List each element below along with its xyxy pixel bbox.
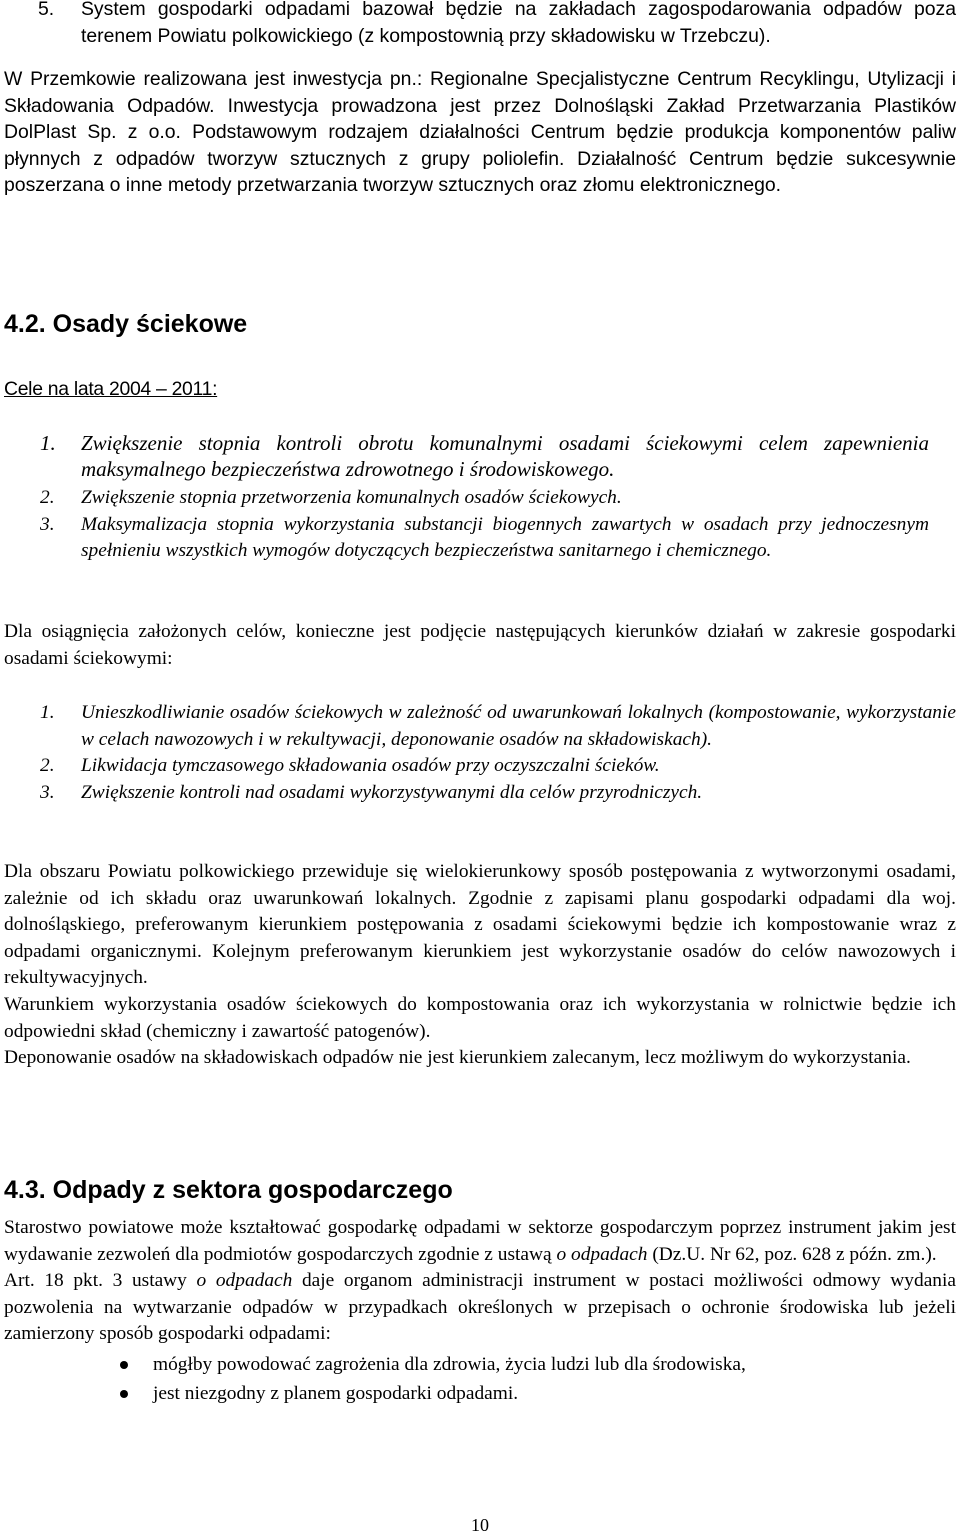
paragraph-starostwo (4, 1215, 956, 1268)
list-text: Zwiększenie kontroli nad osadami wykorzystywanymi dla celów przyrodniczych. (81, 781, 703, 803)
section-heading-4-3: 4.3. Odpady z sektora gospodarczego (4, 1176, 453, 1204)
list-number: 3. (40, 781, 55, 803)
list-item (4, 512, 929, 565)
bullet-icon (120, 1361, 128, 1369)
list-item (4, 0, 956, 49)
conditions-list (4, 1350, 956, 1408)
page-number: 10 (471, 1515, 489, 1535)
list-text: Zwiększenie stopnia przetworzenia komunalnych osadów ściekowych. (81, 487, 622, 508)
list-item (4, 485, 929, 512)
section-4-2-body (4, 859, 956, 1072)
list-item-5 (4, 0, 956, 49)
list-number: 1. (40, 702, 55, 723)
paragraph-osady-1: Dla obszaru Powiatu polkowickiego przewiduje się wielokierunkowy sposób postępowania z wytworzonymi osadami, zależnie od ich składu oraz uwarunkowań lokalnych. Zgodnie z zapisami planu gospodarki odpadami dla woj. dolnośląskiego, preferowanym kierunkiem postępowania z osadami ściekowymi będzie ich kompostowanie wraz z odpadami organicznymi. Kolejnym preferowanym kierunkiem jest wykorzystanie osadów do celów nawozowych i rekultywacyjnych. (4, 861, 956, 989)
list-text: Likwidacja tymczasowego składowania osadów przy oczyszczalni ścieków. (81, 755, 660, 777)
text-span: daje organom administracji instrument w postaci możliwości odmowy wydania pozwolenia na wytwarzanie odpadów w przypadkach określonych w przepisach o ochronie środowiska lub jeżeli zamierzony sposób gospodarki odpadami: (4, 1270, 956, 1345)
law-title: o odpadach (196, 1270, 293, 1292)
bullet-item (4, 1350, 956, 1379)
list-number: 2. (40, 487, 55, 508)
paragraph-przemkow: W Przemkowie realizowana jest inwestycja pn.: Regionalne Specjalistyczne Centrum Recyklingu, Utylizacji i Składowania Odpadów. Inwestycja prowadzona jest przez Dolnośląski Zakład Przetwarzania Plastików DolPlast Sp. z o.o. Podstawowym rodzajem działalności Centrum będzie produkcja komponentów paliw płynnych z odpadów tworzyw sztucznych z grupy poliolefin. Działalność Centrum będzie sukcesywnie poszerzana o inne metody przetwarzania tworzyw sztucznych oraz złomu elektronicznego. (4, 68, 956, 197)
list-text: Unieszkodliwianie osadów ściekowych w zależność od uwarunkowań lokalnych (kompostowanie, wykorzystanie w celach nawozowych i w rekultywacji, deponowanie osadów na składowiskach). (81, 702, 956, 750)
list-number: 1. (40, 431, 56, 455)
list-number: 3. (40, 513, 55, 535)
bullet-text: mógłby powodować zagrożenia dla zdrowia, życia ludzi lub dla środowiska, (153, 1353, 746, 1375)
list-number: 5. (38, 0, 55, 20)
section-4-3-body (4, 1215, 956, 1408)
bullet-text: jest niezgodny z planem gospodarki odpadami. (153, 1382, 519, 1404)
paragraph-art-18 (4, 1268, 956, 1348)
paragraph-actions-intro: Dla osiągnięcia założonych celów, konieczne jest podjęcie następujących kierunków działań w zakresie gospodarki osadami ściekowymi: (4, 621, 956, 669)
bullet-icon (120, 1390, 128, 1398)
list-item (4, 753, 956, 780)
list-item (4, 780, 956, 807)
paragraph-osady-3: Deponowanie osadów na składowiskach odpadów nie jest kierunkiem zalecanym, lecz możliwym do wykorzystania. (4, 1047, 911, 1069)
list-number: 2. (40, 755, 55, 777)
law-title: o odpadach (556, 1243, 648, 1265)
text-span: Starostwo powiatowe może kształtować gospodarkę odpadami w sektorze gospodarczym poprzez instrument jakim jest wydawanie zezwoleń dla podmiotów gospodarczych zgodnie z ustawą (4, 1217, 956, 1265)
list-text: System gospodarki odpadami bazował będzie na zakładach zagospodarowania odpadów poza terenem Powiatu polkowickiego (z kompostownią przy składowisku w Trzebczu). (81, 0, 956, 47)
actions-list (4, 700, 956, 806)
text-span: Art. 18 pkt. 3 ustawy (4, 1270, 197, 1292)
goals-subheading: Cele na lata 2004 – 2011: (4, 378, 218, 400)
paragraph-osady-2: Warunkiem wykorzystania osadów ściekowych do kompostowania oraz ich wykorzystania w rolnictwie będzie ich odpowiedni skład (chemiczny i zawartość patogenów). (4, 993, 956, 1042)
list-item (4, 700, 956, 753)
section-heading-4-2: 4.2. Osady ściekowe (4, 310, 248, 338)
list-text: Zwiększenie stopnia kontroli obrotu komunalnymi osadami ściekowymi celem zapewnienia maksymalnego bezpieczeństwa zdrowotnego i środowiskowego. (81, 431, 929, 481)
list-text: Maksymalizacja stopnia wykorzystania substancji biogennych zawartych w osadach przy jednoczesnym spełnieniu wszystkich wymogów dotyczących bezpieczeństwa sanitarnego i chemicznego. (81, 513, 929, 562)
goals-list (4, 430, 929, 565)
bullet-item (4, 1379, 956, 1408)
list-item (4, 430, 929, 482)
text-span: (Dz.U. Nr 62, poz. 628 z późn. zm.). (647, 1243, 937, 1265)
